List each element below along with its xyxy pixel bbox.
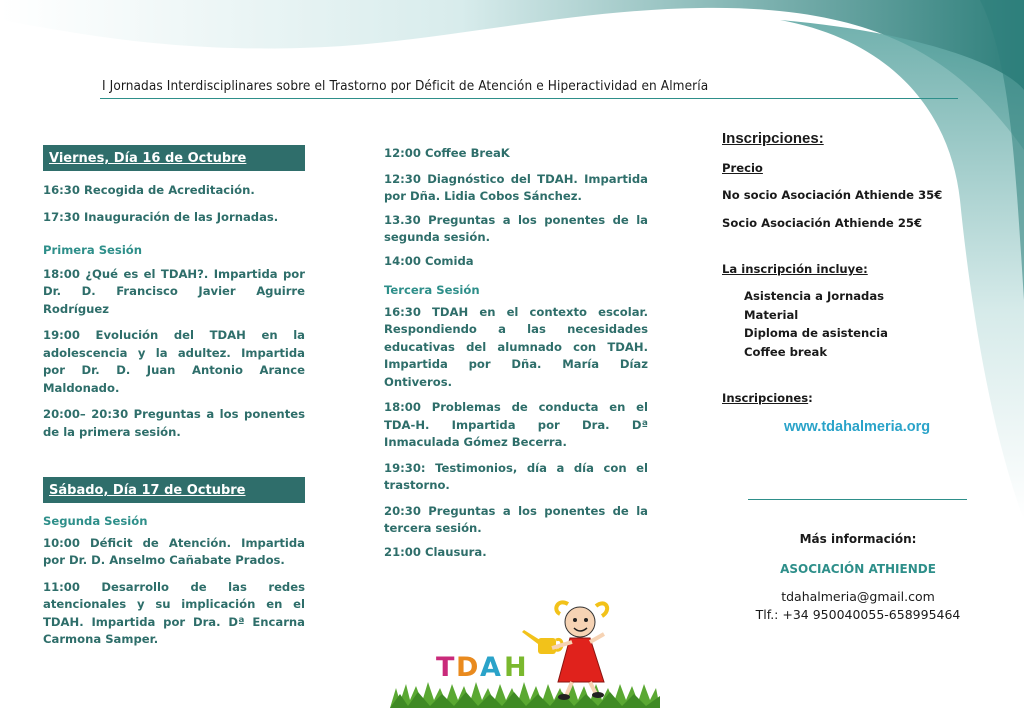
registration-label: Inscripciones: <box>722 391 813 405</box>
schedule-item: 20:30 Preguntas a los ponentes de la tercera sesión. <box>384 503 648 535</box>
session-title: Primera Sesión <box>43 243 143 257</box>
schedule-item: 12:30 Diagnóstico del TDAH. Impartida por Dña. Lidia Cobos Sánchez. <box>384 171 648 203</box>
program-column-2 <box>384 145 648 561</box>
schedule-item: 16:30 TDAH en el contexto escolar. Respondiendo a las necesidades educativas del alumnado con TDAH. Impartida por Dña. María Díaz Ontiveros. <box>384 304 648 389</box>
tdah-logo <box>390 596 660 708</box>
schedule-item: 13.30 Preguntas a los ponentes de la segunda sesión. <box>384 212 648 244</box>
girl-character-icon <box>552 602 607 700</box>
schedule-item: 18:00 Problemas de conducta en el TDA-H. Impartida por Dra. Dª Inmaculada Gómez Becerra. <box>384 400 648 449</box>
price-non-member: No socio Asociación Athiende 35€ <box>722 188 943 202</box>
session-title: Segunda Sesión <box>43 514 148 528</box>
price-label: Precio <box>722 161 763 175</box>
schedule-item: 18:00 ¿Qué es el TDAH?. Impartida por Dr. D. Francisco Javier Aguirre Rodríguez <box>43 266 305 316</box>
logo-letter-h: H <box>504 652 527 683</box>
session-title: Tercera Sesión <box>384 283 480 297</box>
schedule-item: 19:00 Evolución del TDAH en la adolescencia y la adultez. Impartida por Dr. D. Juan Antonio Arance Maldonado. <box>43 328 305 395</box>
schedule-item: 19:30: Testimonios, día a día con el trastorno. <box>384 460 648 492</box>
day-banner-friday: Viernes, Día 16 de Octubre <box>43 145 305 171</box>
association-name: ASOCIACIÓN ATHIENDE <box>780 562 936 576</box>
logo-letter-t: T <box>436 652 455 683</box>
includes-item: Diploma de asistencia <box>744 326 888 340</box>
schedule-item: 12:00 Coffee BreaK <box>384 146 510 160</box>
day-banner-saturday: Sábado, Día 17 de Octubre <box>43 477 305 503</box>
website-link[interactable]: www.tdahalmeria.org <box>784 419 931 435</box>
registration-title: Inscripciones: <box>722 130 824 147</box>
schedule-item: 20:00– 20:30 Preguntas a los ponentes de la primera sesión. <box>43 407 305 439</box>
includes-label: La inscripción incluye: <box>722 262 868 276</box>
header-divider <box>100 98 958 99</box>
registration-panel <box>722 130 982 435</box>
schedule-item: 10:00 Déficit de Atención. Impartida por Dr. D. Anselmo Cañabate Prados. <box>43 535 305 567</box>
phone-number: Tlf.: +34 950040055-658995464 <box>755 607 961 622</box>
grass-decoration <box>390 682 660 708</box>
more-info-label: Más información: <box>799 532 917 546</box>
program-column-1 <box>43 145 305 649</box>
schedule-item: 14:00 Comida <box>384 253 474 268</box>
price-member: Socio Asociación Athiende 25€ <box>722 216 923 230</box>
document-title: I Jornadas Interdisciplinares sobre el Trastorno por Déficit de Atención e Hiperactividad en Almería <box>102 78 709 94</box>
schedule-item: 11:00 Desarrollo de las redes atencionales y su implicación en el TDAH. Impartida por Dra. Dª Encarna Carmona Samper. <box>43 579 305 646</box>
contact-divider <box>748 499 967 500</box>
includes-item: Material <box>744 307 799 322</box>
schedule-item: 16:30 Recogida de Acreditación. <box>43 183 255 197</box>
logo-letter-a: A <box>480 652 501 683</box>
schedule-item: 21:00 Clausura. <box>384 544 487 559</box>
contact-details <box>738 588 978 624</box>
includes-item: Asistencia a Jornadas <box>744 289 885 303</box>
watering-can-icon <box>522 630 562 654</box>
includes-item: Coffee break <box>744 344 828 359</box>
email-link[interactable]: tdahalmeria@gmail.com <box>781 589 935 604</box>
logo-letter-d: D <box>456 652 479 683</box>
schedule-item: 17:30 Inauguración de las Jornadas. <box>43 209 279 224</box>
